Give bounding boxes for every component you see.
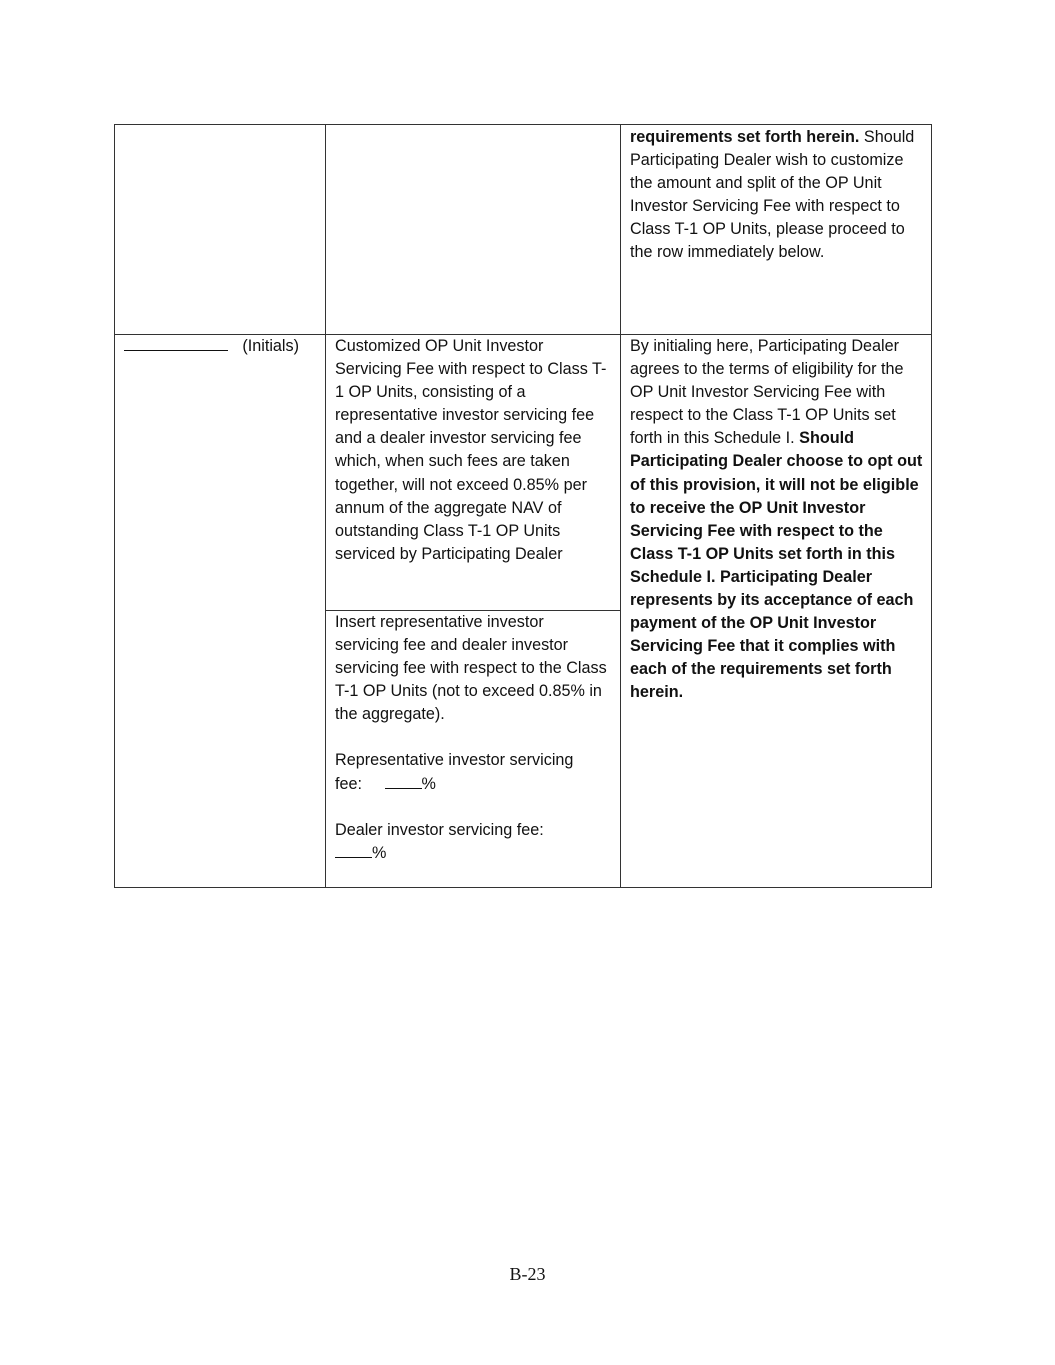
fee-input-cell bbox=[326, 611, 621, 888]
eligibility-terms-text: By initialing here, Participating Dealer agrees to the terms of eligibility for the OP Unit Investor Servicing Fee with respect to the Class T-1 OP Units set forth in this Schedule I. bbox=[630, 337, 904, 448]
eligibility-terms-cell bbox=[621, 335, 932, 888]
initials-cell bbox=[115, 335, 326, 888]
row1-col1-cell bbox=[115, 125, 326, 335]
dealer-fee-line bbox=[335, 819, 612, 865]
customized-fee-description-cell bbox=[326, 335, 621, 611]
page-number: B-23 bbox=[509, 1264, 546, 1284]
representative-fee-percent: % bbox=[421, 774, 436, 793]
customized-fee-description: Customized OP Unit Investor Servicing Fee with respect to Class T-1 OP Units, consisting of a representative investor servicing fee and a dealer investor servicing fee which, when such fees are taken together, will not exceed 0.85% per annum of the aggregate NAV of outstanding Class T-1 OP Units serviced by Participating Dealer bbox=[335, 337, 607, 563]
row1-col3-cell bbox=[621, 125, 932, 335]
initials-label: (Initials) bbox=[242, 337, 299, 355]
initials-field bbox=[124, 335, 317, 358]
representative-fee-line bbox=[335, 749, 612, 795]
row1-col2-cell bbox=[326, 125, 621, 335]
representative-fee-blank[interactable] bbox=[385, 773, 422, 789]
table-row bbox=[115, 335, 932, 611]
initials-blank-line[interactable] bbox=[124, 335, 228, 351]
row1-col3-bold-text: requirements set forth herein. bbox=[630, 128, 860, 146]
schedule-table bbox=[114, 124, 932, 888]
eligibility-terms-bold-text: Should Participating Dealer choose to opt out of this provision, it will not be eligible to receive the OP Unit Investor Servicing Fee with respect to the Class T-1 OP Units set forth in this Schedule I. Participating Dealer represents by its acceptance of each payment of the OP Unit Investor Servicing Fee that it complies with each of the requirements set forth herein. bbox=[630, 429, 923, 702]
table-row bbox=[115, 125, 932, 335]
dealer-fee-blank[interactable] bbox=[335, 842, 372, 858]
row1-col3-text: Should Participating Dealer wish to customize the amount and split of the OP Unit Investor Servicing Fee with respect to Class T-1 OP Units, please proceed to the row immediately below. bbox=[630, 128, 915, 262]
fee-insert-instructions: Insert representative investor servicing fee and dealer investor servicing fee with respect to the Class T-1 OP Units (not to exceed 0.85% in the aggregate). bbox=[335, 613, 607, 724]
dealer-fee-percent: % bbox=[372, 843, 387, 862]
representative-fee-label: Representative investor servicing fee: bbox=[335, 751, 574, 793]
dealer-fee-label: Dealer investor servicing fee: bbox=[335, 820, 544, 839]
